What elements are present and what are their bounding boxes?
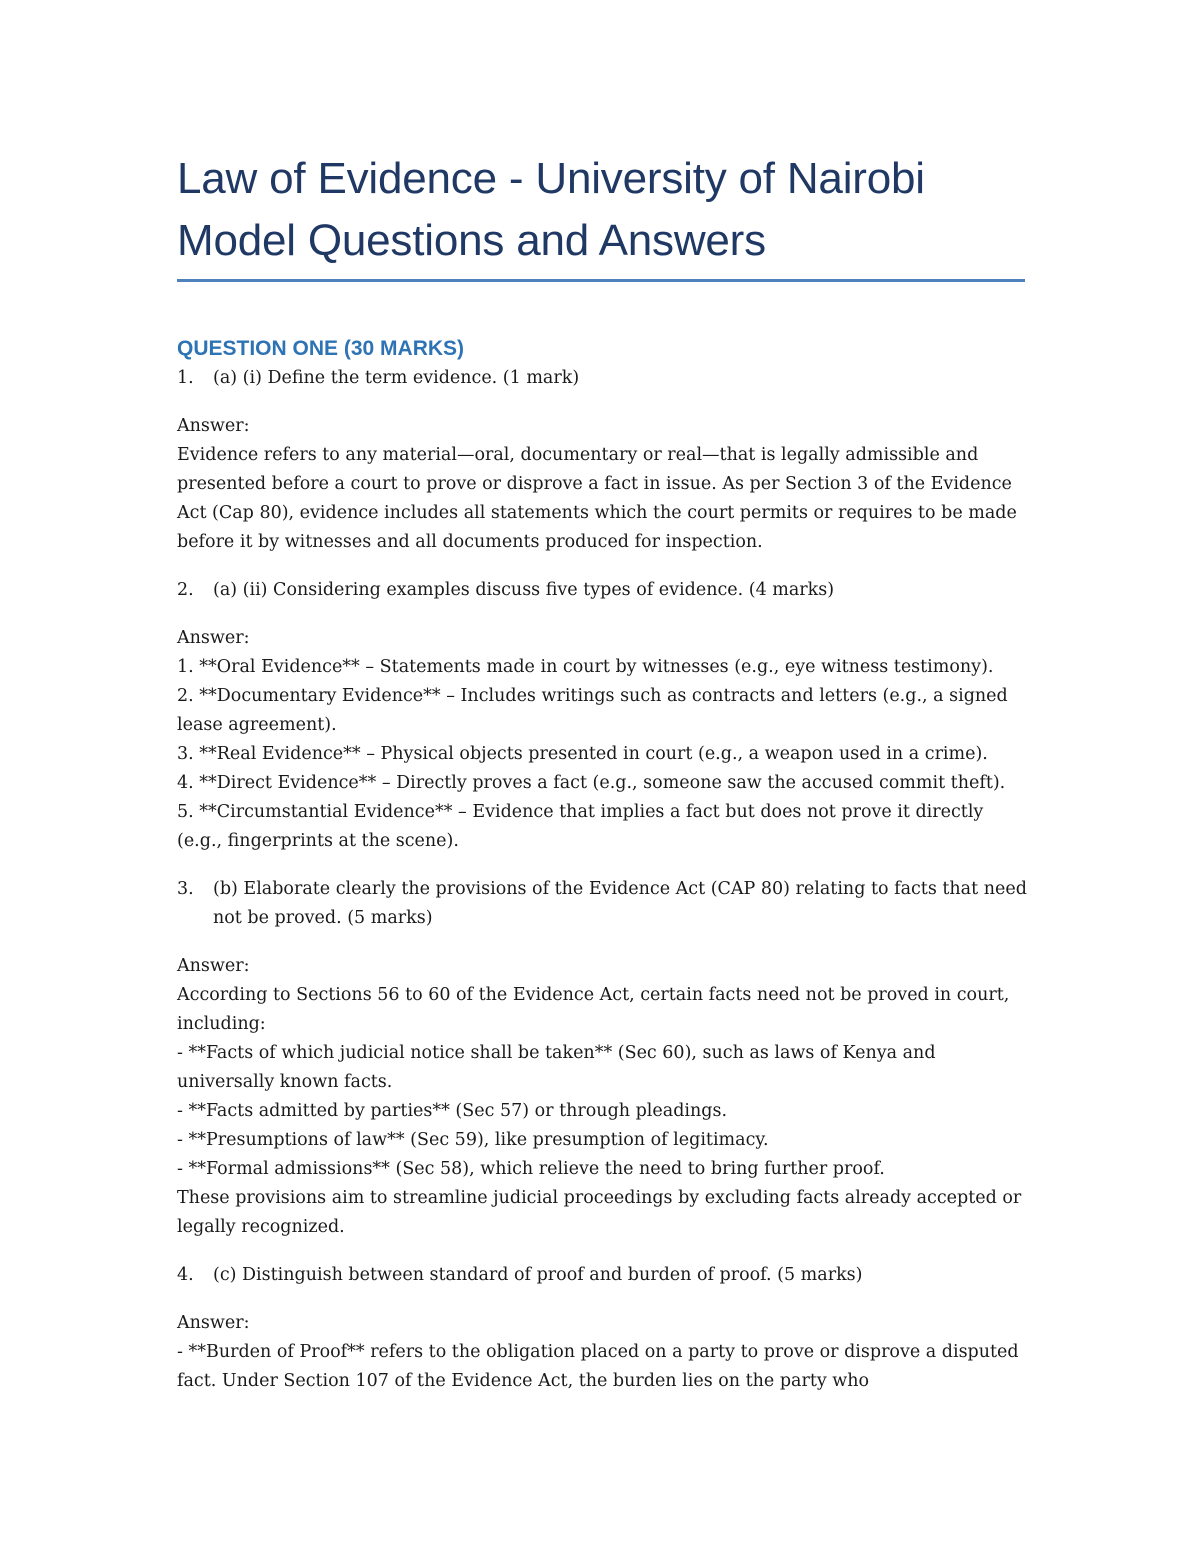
title-underline [177, 279, 1025, 282]
answer-line: 2. **Documentary Evidence** – Includes writings such as contracts and letters (e.g., a signed lease agreement). [177, 686, 1008, 735]
answer-line: - **Presumptions of law** (Sec 59), like presumption of legitimacy. [177, 1130, 769, 1150]
question-item [177, 576, 1027, 605]
question-item [177, 875, 1027, 933]
answer-label: Answer: [177, 628, 250, 648]
answer-line: 4. **Direct Evidence** – Directly proves a fact (e.g., someone saw the accused commit theft). [177, 773, 1006, 793]
answer-block [177, 952, 1027, 1242]
question-number: 3. [177, 879, 194, 899]
question-item [177, 364, 1027, 393]
answer-line: 1. **Oral Evidence** – Statements made in court by witnesses (e.g., eye witness testimony). [177, 657, 994, 677]
answer-block [177, 624, 1027, 856]
answer-line: 3. **Real Evidence** – Physical objects presented in court (e.g., a weapon used in a crime). [177, 744, 988, 764]
document-page [177, 148, 1027, 1396]
title-line-1: Law of Evidence - University of Nairobi [177, 154, 925, 203]
question-number: 4. [177, 1265, 194, 1285]
question-text: (a) (i) Define the term evidence. (1 mark) [213, 368, 580, 388]
answer-line: - **Facts admitted by parties** (Sec 57) or through pleadings. [177, 1101, 728, 1121]
answer-label: Answer: [177, 956, 250, 976]
section-heading: QUESTION ONE (30 MARKS) [177, 337, 465, 360]
title-line-2: Model Questions and Answers [177, 216, 766, 265]
answer-block [177, 412, 1027, 557]
document-title [177, 148, 1027, 272]
answer-block [177, 1309, 1027, 1396]
answer-line: These provisions aim to streamline judicial proceedings by excluding facts already accepted or legally recognized. [177, 1188, 1022, 1237]
question-item [177, 1261, 1027, 1290]
answer-line: Evidence refers to any material—oral, documentary or real—that is legally admissible and presented before a court to prove or disprove a fact in issue. As per Section 3 of the Evidence Act (Cap 80), evidence includes all statements which the court permits or requires to be made before it by witnesses and all documents produced for inspection. [177, 445, 1017, 552]
question-number: 1. [177, 368, 194, 388]
answer-line: - **Burden of Proof** refers to the obligation placed on a party to prove or disprove a disputed fact. Under Section 107 of the Evidence Act, the burden lies on the party who [177, 1342, 1019, 1391]
answer-label: Answer: [177, 1313, 250, 1333]
question-text: (a) (ii) Considering examples discuss five types of evidence. (4 marks) [213, 580, 835, 600]
question-number: 2. [177, 580, 194, 600]
answer-label: Answer: [177, 416, 250, 436]
question-text: (b) Elaborate clearly the provisions of the Evidence Act (CAP 80) relating to facts that need not be proved. (5 marks) [213, 879, 1027, 928]
answer-line: According to Sections 56 to 60 of the Evidence Act, certain facts need not be proved in court, including: [177, 985, 1010, 1034]
question-text: (c) Distinguish between standard of proof and burden of proof. (5 marks) [213, 1265, 863, 1285]
answer-line: 5. **Circumstantial Evidence** – Evidence that implies a fact but does not prove it directly (e.g., fingerprints at the scene). [177, 802, 984, 851]
answer-line: - **Facts of which judicial notice shall be taken** (Sec 60), such as laws of Kenya and universally known facts. [177, 1043, 936, 1092]
answer-line: - **Formal admissions** (Sec 58), which relieve the need to bring further proof. [177, 1159, 885, 1179]
